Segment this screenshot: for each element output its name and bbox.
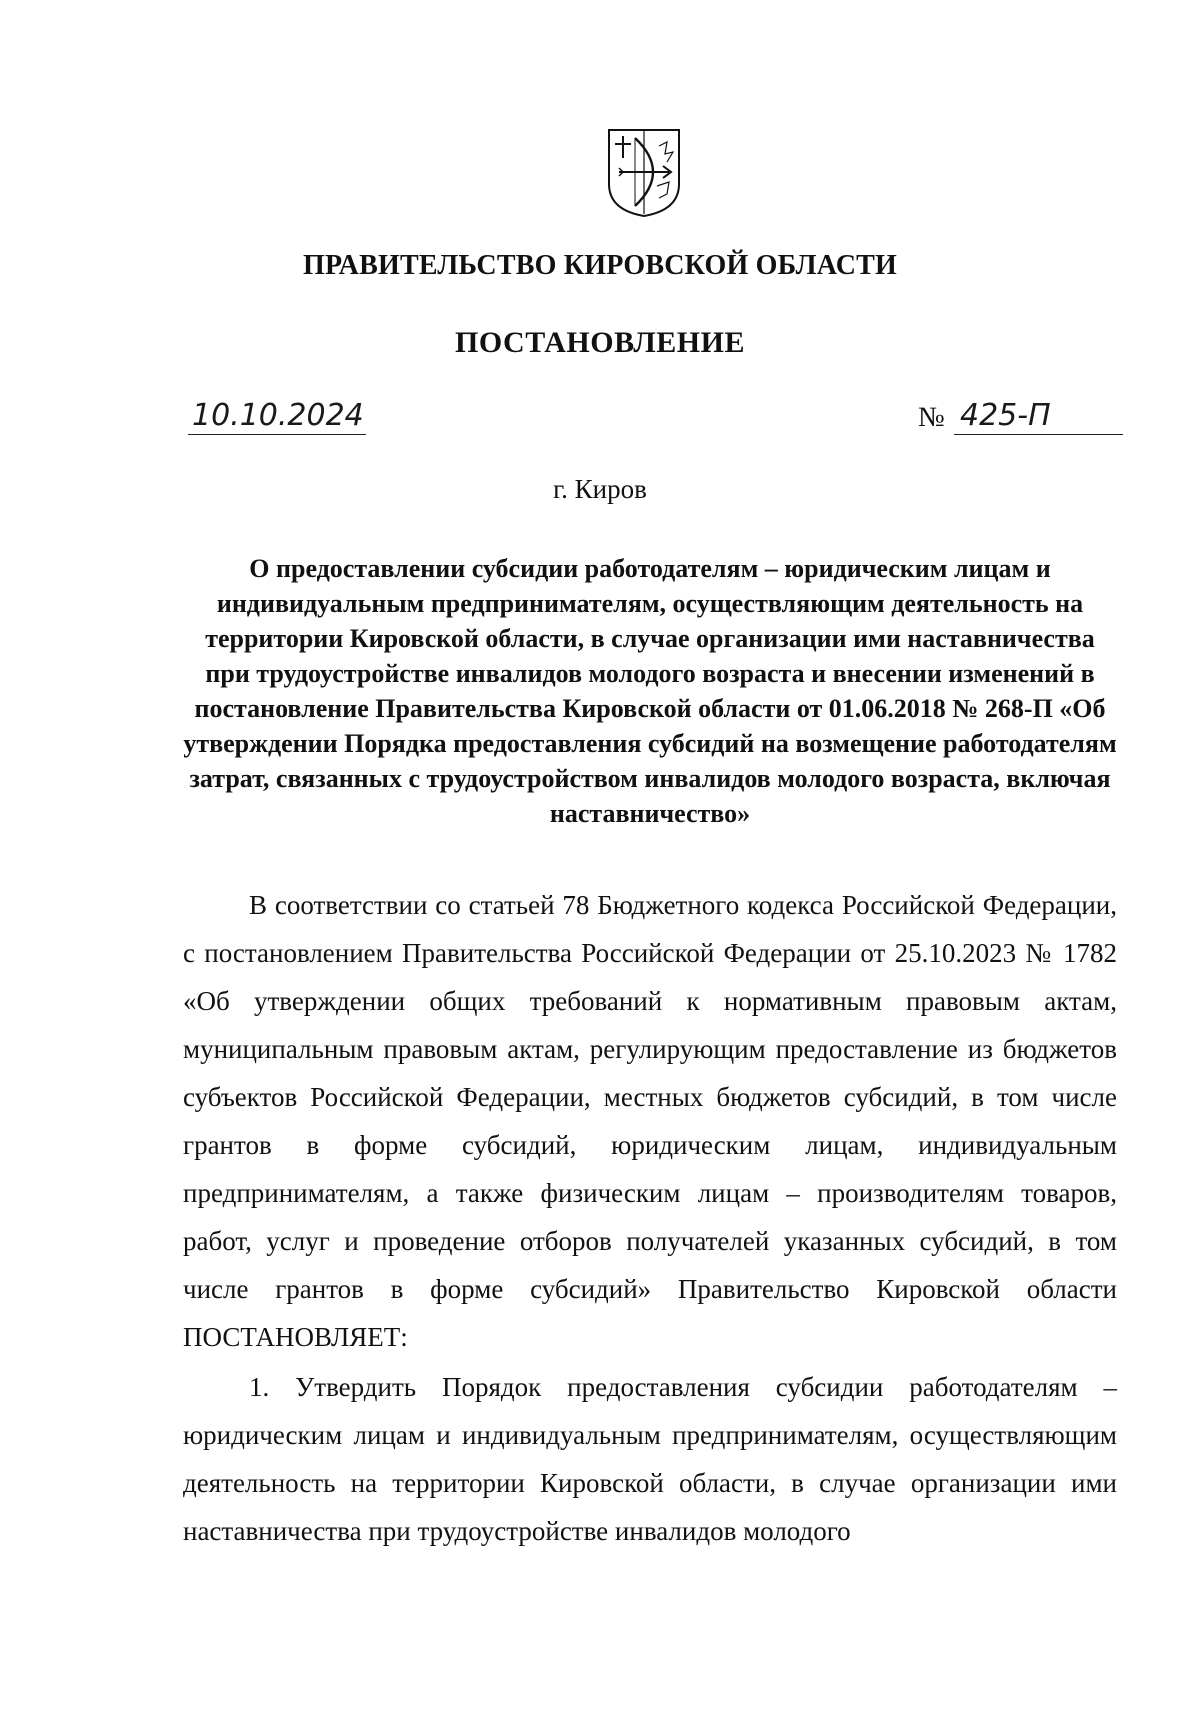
document-body — [183, 881, 1117, 1555]
document-type-title: ПОСТАНОВЛЕНИЕ — [455, 326, 745, 359]
document-subject: О предоставлении субсидии работодателям – юридическим лицам и индивидуальным предпринимателям, осуществляющим деятельность на территории Кировской области, в случае организации ими наставничества при трудоустройстве инвалидов молодого возраста и внесении изменений в постановление Правительства Кировской области от 01.06.2018 № 268-П «Об утверждении Порядка предоставления субсидий на возмещение работодателям затрат, связанных с трудоустройством инвалидов молодого возраста, включая наставничество» — [183, 554, 1117, 828]
document-date-field — [188, 398, 366, 435]
number-underline — [954, 398, 1123, 435]
kirov-coat-of-arms-icon — [605, 126, 683, 218]
item-1-paragraph: 1. Утвердить Порядок предоставления субсидии работодателям – юридическим лицам и индивидуальным предпринимателям, осуществляющим деятельность на территории Кировской области, в случае организации ими наставничества при трудоустройстве инвалидов молодого — [183, 1372, 1117, 1546]
city-line: г. Киров — [553, 474, 647, 504]
number-sign: № — [918, 402, 945, 433]
document-number: 425-П — [960, 398, 1051, 433]
preamble-paragraph: В соответствии со статьей 78 Бюджетного кодекса Российской Федерации, с постановлением Правительства Российской Федерации от 25.10.2023 № 1782 «Об утверждении общих требований к нормативным правовым актам, муниципальным правовым актам, регулирующим предоставление из бюджетов субъектов Российской Федерации, местных бюджетов субсидий, в том числе грантов в форме субсидий, юридическим лицам, индивидуальным предпринимателям, а также физическим лицам – производителям товаров, работ, услуг и проведение отборов получателей указанных субсидий, в том числе грантов в форме субсидий» Правительство Кировской области ПОСТАНОВЛЯЕТ: — [183, 890, 1117, 1352]
government-title: ПРАВИТЕЛЬСТВО КИРОВСКОЙ ОБЛАСТИ — [302, 250, 897, 281]
document-date: 10.10.2024 — [192, 398, 364, 433]
